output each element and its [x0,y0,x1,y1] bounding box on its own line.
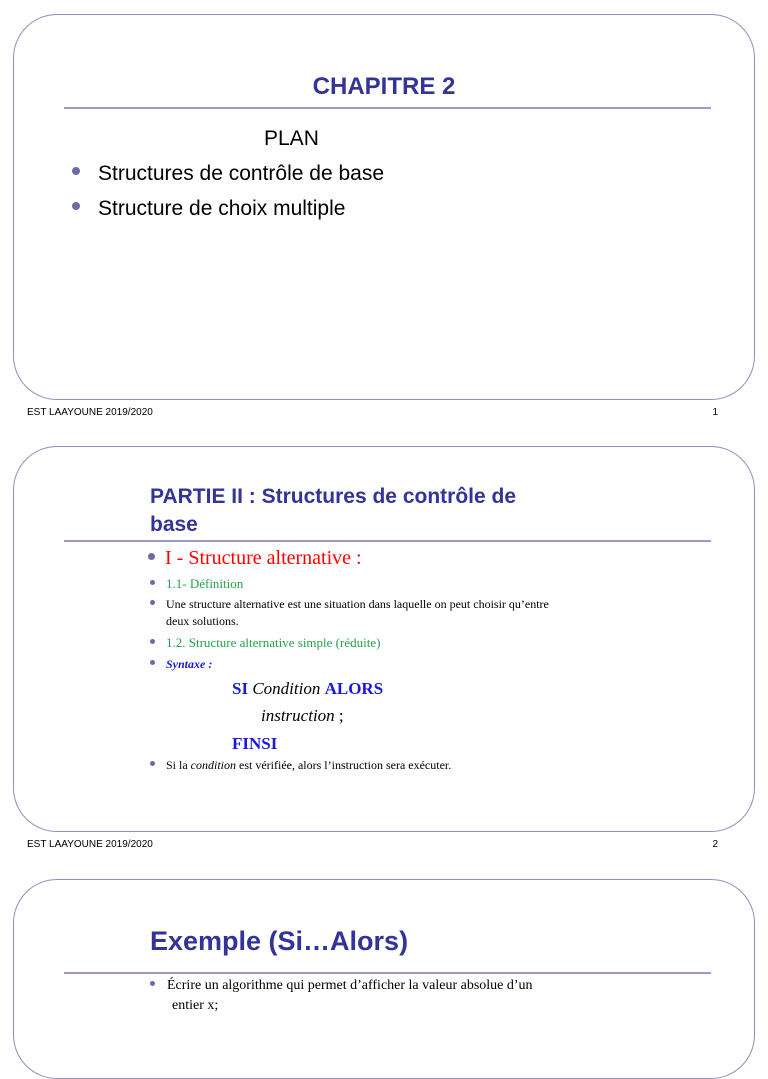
bullet-text: Structures de contrôle de base [98,162,385,185]
slide-1 [13,14,755,400]
subsection-heading: 1.2. Structure alternative simple (réduite) [166,635,381,650]
list-item [72,197,345,221]
plan-label: PLAN [264,127,319,150]
bullet-icon [72,202,80,210]
list-item [150,758,451,773]
title-divider [64,107,711,109]
slide-3 [13,879,755,1079]
list-item [72,162,384,186]
title-divider [64,972,711,974]
code-semicolon: ; [334,706,344,725]
list-item [150,657,212,672]
bullet-icon [150,761,155,766]
definition-text-cont: deux solutions. [166,614,239,628]
slide-footer: EST LAAYOUNE 2019/2020 [27,839,153,850]
section-heading: I - Structure alternative : [165,547,362,569]
list-item [150,597,549,612]
note-text: Si la condition est vérifiée, alors l’instruction sera exécuter. [166,758,452,772]
code-instruction: instruction [261,706,335,725]
bullet-text: Écrire un algorithme qui permet d’afficher la valeur absolue d’un [167,978,533,993]
slide-title: Exemple (Si…Alors) [150,926,409,956]
bullet-icon [150,981,155,986]
bullet-text-cont: entier x; [172,998,219,1013]
list-item [150,635,380,651]
subsection-heading: 1.1- Définition [166,576,244,591]
list-item [150,576,243,592]
bullet-icon [150,580,155,585]
title-line: base [150,513,198,536]
keyword-finsi: FINSI [232,734,278,753]
list-item [150,978,533,994]
page-number: 1 [712,407,718,418]
bullet-icon [72,167,80,175]
syntax-label: Syntaxe : [166,657,213,671]
bullet-text: Structure de choix multiple [98,197,346,220]
keyword-alors: ALORS [324,679,384,698]
slide-title [150,483,516,539]
bullet-icon [148,553,155,560]
bullet-icon [150,600,155,605]
keyword-si: SI [232,679,249,698]
list-item [148,547,362,570]
code-condition: Condition [252,679,321,698]
code-line-si [232,679,383,699]
bullet-icon [150,660,155,665]
slide-2 [13,446,755,832]
title-line: PARTIE II : Structures de contrôle de [150,485,517,508]
definition-text: Une structure alternative est une situation dans laquelle on peut choisir qu’entre [166,597,549,611]
bullet-icon [150,639,155,644]
title-divider [64,540,711,542]
page-number: 2 [712,839,718,850]
code-line-finsi [232,734,277,754]
code-line-instruction [261,706,344,726]
slide-title: CHAPITRE 2 [312,73,456,100]
slide-footer: EST LAAYOUNE 2019/2020 [27,407,153,418]
